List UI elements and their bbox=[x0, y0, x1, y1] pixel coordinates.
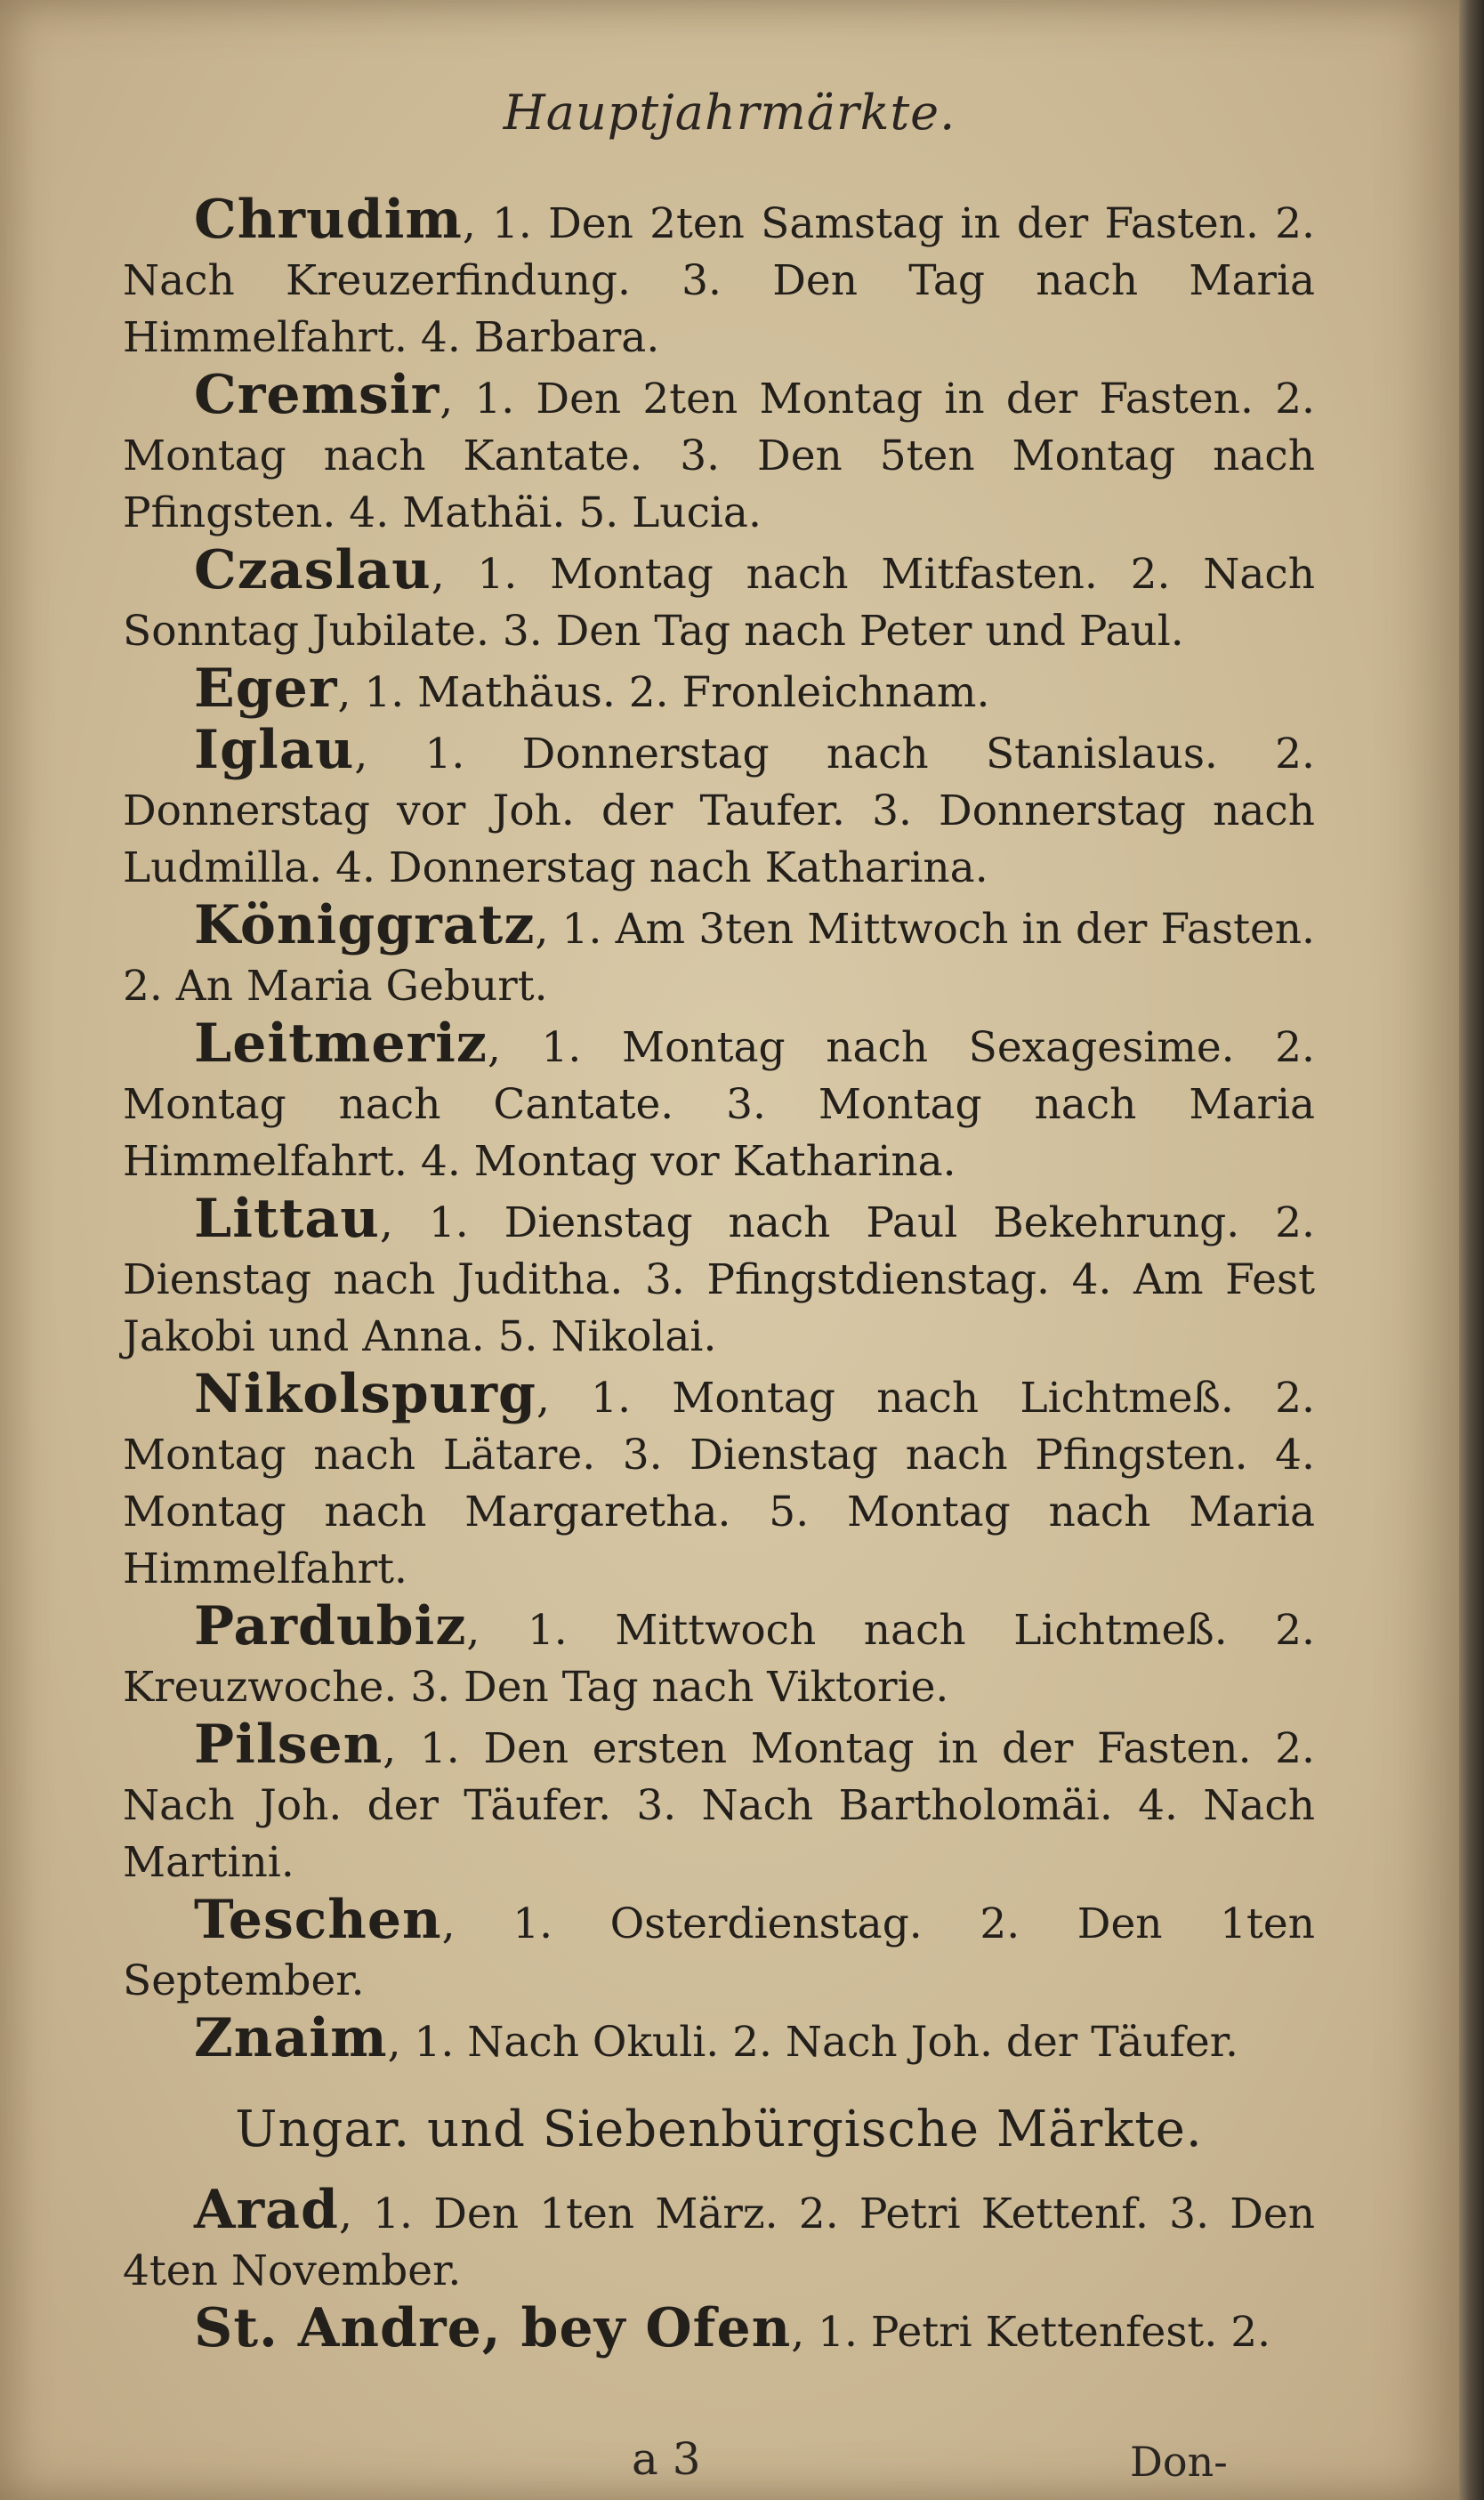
market-entry-teschen bbox=[123, 1891, 1315, 2010]
place-name: Eger bbox=[194, 657, 338, 720]
place-name: Nikolspurg bbox=[194, 1363, 536, 1425]
place-name: Königgratz bbox=[194, 894, 536, 956]
place-name: Znaim bbox=[194, 2007, 388, 2069]
place-name: Arad bbox=[194, 2179, 339, 2241]
market-entry-arad bbox=[123, 2181, 1315, 2300]
market-entry-chrudim bbox=[123, 191, 1315, 367]
place-name: Littau bbox=[194, 1188, 380, 1250]
market-entry-littau bbox=[123, 1190, 1315, 1366]
market-dates: , 1. Den 2ten Montag in der Fasten. 2. Montag nach Kantate. 3. Den 5ten Montag nach Pfingsten. 4. Mathäi. 5. Lucia. bbox=[123, 375, 1315, 537]
market-dates: , 1. Petri Kettenfest. 2. bbox=[791, 2308, 1271, 2357]
market-dates: , 1. Den 2ten Samstag in der Fasten. 2. Nach Kreuzerfindung. 3. Den Tag nach Maria Himmelfahrt. 4. Barbara. bbox=[123, 199, 1315, 362]
market-entry-pardubiz bbox=[123, 1595, 1315, 1716]
market-dates: , 1. Am 3ten Mittwoch in der Fasten. 2. An Maria Geburt. bbox=[123, 905, 1315, 1011]
market-dates: , 1. Mittwoch nach Lichtmeß. 2. Kreuzwoche. 3. Den Tag nach Viktorie. bbox=[123, 1606, 1315, 1712]
place-name: Cremsir bbox=[194, 364, 440, 426]
place-name: Pilsen bbox=[194, 1714, 383, 1776]
place-name: Teschen bbox=[194, 1889, 442, 1951]
place-name: St. Andre, bey Ofen bbox=[194, 2297, 792, 2359]
market-list bbox=[123, 191, 1315, 2361]
place-name: Iglau bbox=[194, 719, 355, 781]
signature-mark: a 3 bbox=[632, 2433, 701, 2485]
market-entry-st-andre bbox=[123, 2297, 1315, 2361]
market-entry-leitmeriz bbox=[123, 1012, 1315, 1190]
market-entry-czaslau bbox=[123, 539, 1315, 660]
market-dates: , 1. Montag nach Sexagesime. 2. Montag nach Cantate. 3. Montag nach Maria Himmelfahrt. 4. Montag vor Katharina. bbox=[123, 1023, 1315, 1186]
section-heading: Ungar. und Siebenbürgische Märkte. bbox=[235, 2101, 1203, 2158]
market-dates: , 1. Dienstag nach Paul Bekehrung. 2. Dienstag nach Juditha. 3. Pfingstdienstag. 4. Am Fest Jakobi und Anna. 5. Nikolai. bbox=[123, 1198, 1315, 1361]
market-dates: , 1. Donnerstag nach Stanislaus. 2. Donnerstag vor Joh. der Taufer. 3. Donnerstag nach Ludmilla. 4. Donnerstag nach Katharina. bbox=[123, 730, 1315, 892]
market-entry-iglau bbox=[123, 719, 1315, 897]
market-entry-pilsen bbox=[123, 1716, 1315, 1891]
market-dates: , 1. Osterdienstag. 2. Den 1ten September. bbox=[123, 1899, 1315, 2005]
market-entry-cremsir bbox=[123, 364, 1315, 542]
catchword: Don- bbox=[1130, 2438, 1228, 2486]
market-dates: , 1. Nach Okuli. 2. Nach Joh. der Täufer. bbox=[387, 2018, 1238, 2067]
market-entry-koeniggratz bbox=[123, 894, 1315, 1015]
market-entry-nikolspurg bbox=[123, 1363, 1315, 1598]
place-name: Leitmeriz bbox=[194, 1012, 488, 1075]
place-name: Czaslau bbox=[194, 539, 431, 601]
market-entry-znaim bbox=[123, 2007, 1315, 2071]
place-name: Chrudim bbox=[194, 189, 463, 251]
market-entry-eger bbox=[123, 657, 1315, 722]
market-dates: , 1. Mathäus. 2. Fronleichnam. bbox=[337, 668, 990, 717]
market-dates: , 1. Den ersten Montag in der Fasten. 2. Nach Joh. der Täufer. 3. Nach Bartholomäi. 4. Nach Martini. bbox=[123, 1724, 1315, 1887]
page-edge-shadow bbox=[1459, 0, 1484, 2500]
market-dates: , 1. Den 1ten März. 2. Petri Kettenf. 3. Den 4ten November. bbox=[123, 2190, 1315, 2295]
market-dates: , 1. Montag nach Mitfasten. 2. Nach Sonntag Jubilate. 3. Den Tag nach Peter und Paul. bbox=[123, 550, 1315, 656]
market-dates: , 1. Montag nach Lichtmeß. 2. Montag nach Lätare. 3. Dienstag nach Pfingsten. 4. Montag nach Margaretha. 5. Montag nach Maria Himmelfahrt. bbox=[123, 1374, 1315, 1593]
place-name: Pardubiz bbox=[194, 1595, 467, 1657]
running-head: Hauptjahrmärkte. bbox=[503, 85, 956, 141]
